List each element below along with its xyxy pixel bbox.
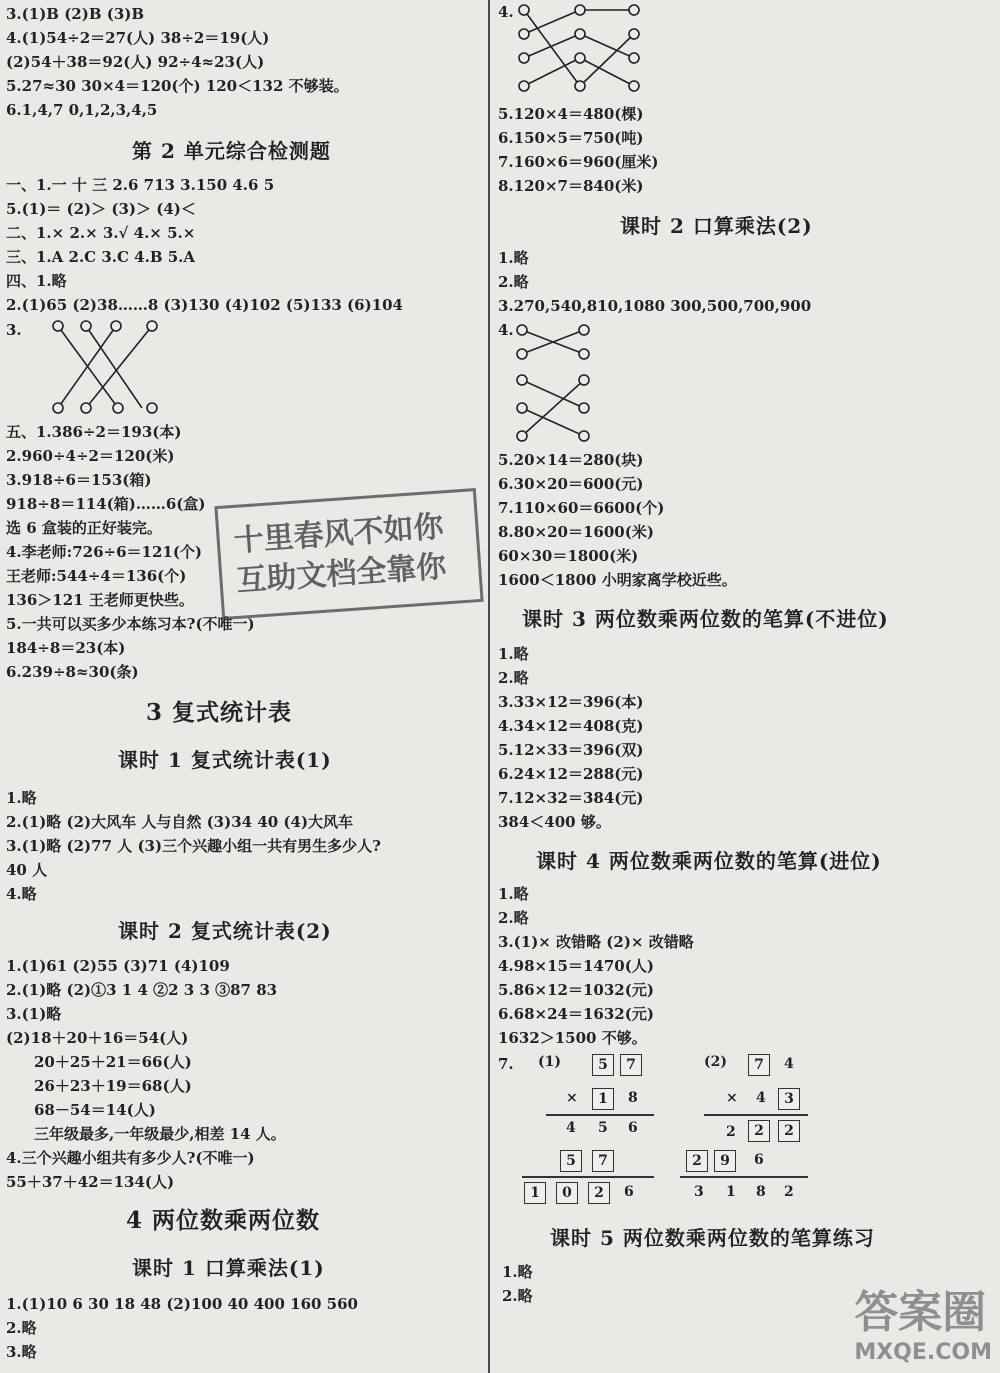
answer-line: (2)54＋38＝92(人) 92÷4≈23(人) [6, 53, 265, 71]
answer-line: 选 6 盒装的正好装完。 [6, 519, 162, 537]
digit: 6 [628, 1120, 638, 1136]
answer-line: 6.150×5＝750(吨) [498, 129, 644, 147]
digit-box: 2 [588, 1182, 610, 1204]
answer-line: 5.86×12＝1032(元) [498, 981, 654, 999]
site-watermark [854, 1276, 992, 1365]
answer-line: 1.(1)61 (2)55 (3)71 (4)109 [6, 957, 230, 975]
answer-line: 918÷8＝114(箱)……6(盒) [6, 495, 206, 513]
digit-box: 1 [524, 1182, 546, 1204]
lesson4-3-title: 课时 3 两位数乘两位数的笔算(不进位) [522, 607, 889, 631]
answer-line: 2.略 [6, 1319, 37, 1337]
answer-line: 7. [498, 1055, 514, 1073]
answer-line: 136＞121 王老师更快些。 [6, 591, 194, 609]
digit-box: 7 [592, 1150, 614, 1172]
answer-line: 4.34×12＝408(克) [498, 717, 644, 735]
answer-line: 7.12×32＝384(元) [498, 789, 644, 807]
stamp-line: 十里春风不如你 [232, 509, 445, 559]
digit-box: 7 [748, 1054, 770, 1076]
answer-line: 4. [498, 321, 514, 339]
answer-line: 2.略 [498, 669, 529, 687]
answer-line: 4.三个兴趣小组共有多少人?(不唯一) [6, 1149, 255, 1167]
answer-line: 1.略 [502, 1263, 533, 1281]
answer-line: 5.27≈30 30×4＝120(个) 120＜132 不够装。 [6, 77, 349, 95]
chapter4-title: 4 两位数乘两位数 [126, 1207, 321, 1234]
chapter3-title: 3 复式统计表 [146, 699, 293, 726]
answer-line: 2.略 [498, 909, 529, 927]
answer-line: 1.略 [6, 789, 37, 807]
answer-line: 3.(1)略 (2)77 人 (3)三个兴趣小组一共有男生多少人? [6, 837, 381, 855]
digit-box: 2 [778, 1120, 800, 1142]
lesson4-1-title: 课时 1 口算乘法(1) [132, 1256, 325, 1280]
answer-line: 7.160×6＝960(厘米) [498, 153, 659, 171]
answer-line: 3.918÷6＝153(箱) [6, 471, 152, 489]
matching-diagram [46, 318, 166, 418]
answer-line: 2.(1)65 (2)38……8 (3)130 (4)102 (5)133 (6)104 [6, 296, 403, 314]
answer-line: 6.30×20＝600(元) [498, 475, 644, 493]
answer-line: 4.(1)54÷2＝27(人) 38÷2＝19(人) [6, 29, 270, 47]
answer-line: 3.(1)B (2)B (3)B [6, 5, 145, 23]
answer-line: 1600＜1800 小明家离学校近些。 [498, 571, 737, 589]
answer-line: 7.110×60＝6600(个) [498, 499, 665, 517]
answer-line: 184÷8＝23(本) [6, 639, 126, 657]
calc-rule [704, 1114, 808, 1116]
digit: 2 [726, 1124, 736, 1140]
answer-line: 2.略 [502, 1287, 533, 1305]
answer-line: 8.120×7＝840(米) [498, 177, 644, 195]
answer-line: 3.(1)略 [6, 1005, 62, 1023]
digit-box: 5 [592, 1054, 614, 1076]
lesson4-4-title: 课时 4 两位数乘两位数的笔算(进位) [536, 849, 882, 873]
answer-line: 6.68×24＝1632(元) [498, 1005, 654, 1023]
answer-line: 3.33×12＝396(本) [498, 693, 644, 711]
answer-line: 5.(1)＝ (2)＞ (3)＞ (4)＜ [6, 200, 196, 218]
digit-box: 1 [592, 1088, 614, 1110]
digit: 4 [566, 1120, 576, 1136]
digit-box: 2 [686, 1150, 708, 1172]
answer-line: 3.270,540,810,1080 300,500,700,900 [498, 297, 812, 315]
digit: 8 [628, 1090, 638, 1106]
unit2-title: 第 2 单元综合检测题 [132, 139, 331, 163]
answer-line: 4.李老师:726÷6＝121(个) [6, 543, 203, 561]
times-sign: × [726, 1090, 738, 1106]
answer-line: (2)18＋20＋16＝54(人) [6, 1029, 189, 1047]
answer-line: 2.略 [498, 273, 529, 291]
digit: 6 [754, 1152, 764, 1168]
digit-box: 9 [714, 1150, 736, 1172]
answer-line: 2.(1)略 (2)①3 1 4 ②2 3 3 ③87 83 [6, 981, 278, 999]
watermark-url: MXQE.COM [854, 1340, 992, 1365]
calc-rule [522, 1176, 654, 1178]
calc-rule [680, 1176, 808, 1178]
column-divider [488, 0, 490, 1373]
answer-line: 6.24×12＝288(元) [498, 765, 644, 783]
answer-line: 四、1.略 [6, 272, 67, 290]
answer-line: 三、1.A 2.C 3.C 4.B 5.A [6, 248, 196, 266]
answer-line: 3.(1)× 改错略 (2)× 改错略 [498, 933, 694, 951]
lesson4-5-title: 课时 5 两位数乘两位数的笔算练习 [550, 1226, 875, 1250]
answer-line: 1632＞1500 不够。 [498, 1029, 647, 1047]
calc-label: (2) [704, 1054, 727, 1070]
lesson3-2-title: 课时 2 复式统计表(2) [118, 919, 332, 943]
watermark-logo: 答案圈 [854, 1287, 987, 1338]
digit: 2 [784, 1184, 794, 1200]
answer-line: 20＋25＋21＝66(人) [34, 1053, 192, 1071]
vertical-multiplication-2 [692, 1054, 864, 1214]
answer-line: 1.略 [498, 885, 529, 903]
answer-line: 5.12×33＝396(双) [498, 741, 644, 759]
answer-line: 55＋37＋42＝134(人) [6, 1173, 175, 1191]
digit: 3 [694, 1184, 704, 1200]
answer-line: 3.略 [6, 1343, 37, 1361]
answer-line: 4. [498, 3, 514, 21]
digit: 1 [726, 1184, 736, 1200]
answer-line: 5.20×14＝280(块) [498, 451, 644, 469]
digit-box: 2 [748, 1120, 770, 1142]
lesson3-1-title: 课时 1 复式统计表(1) [118, 748, 332, 772]
digit: 4 [784, 1056, 794, 1072]
answer-line: 4.略 [6, 885, 37, 903]
answer-line: 68－54＝14(人) [34, 1101, 156, 1119]
digit: 6 [624, 1184, 634, 1200]
answer-line: 4.98×15＝1470(人) [498, 957, 654, 975]
answer-line: 王老师:544÷4＝136(个) [6, 567, 187, 585]
digit: 5 [598, 1120, 608, 1136]
digit-box: 3 [778, 1088, 800, 1110]
answer-line: 5.一共可以买多少本练习本?(不唯一) [6, 615, 255, 633]
answer-line: 2.(1)略 (2)大风车 人与自然 (3)34 40 (4)大风车 [6, 813, 354, 831]
digit: 4 [756, 1090, 766, 1106]
digit-box: 5 [560, 1150, 582, 1172]
vertical-multiplication-1 [530, 1054, 698, 1214]
answer-line: 6.1,4,7 0,1,2,3,4,5 [6, 101, 158, 119]
calc-rule [546, 1114, 654, 1116]
stamp-line: 互助文档全靠你 [235, 549, 448, 599]
digit-box: 7 [620, 1054, 642, 1076]
answer-line: 三年级最多,一年级最少,相差 14 人。 [34, 1125, 286, 1143]
answer-line: 60×30＝1800(米) [498, 547, 639, 565]
calc-label: (1) [538, 1054, 561, 1070]
matching-diagram [514, 322, 604, 452]
answer-line: 26＋23＋19＝68(人) [34, 1077, 192, 1095]
lesson4-2-title: 课时 2 口算乘法(2) [620, 214, 813, 238]
watermark-stamp [214, 488, 483, 620]
times-sign: × [566, 1090, 578, 1106]
answer-line: 1.略 [498, 645, 529, 663]
answer-line: 1.(1)10 6 30 18 48 (2)100 40 400 160 560 [6, 1295, 358, 1313]
answer-line: 二、1.× 2.× 3.√ 4.× 5.× [6, 224, 196, 242]
digit: 8 [756, 1184, 766, 1200]
digit-box: 0 [556, 1182, 578, 1204]
answer-line: 1.略 [498, 249, 529, 267]
answer-line: 五、1.386÷2＝193(本) [6, 423, 182, 441]
answer-line: 3. [6, 321, 22, 339]
answer-line: 6.239÷8≈30(条) [6, 663, 139, 681]
answer-line: 40 人 [6, 861, 48, 879]
answer-line: 8.80×20＝1600(米) [498, 523, 654, 541]
answer-line: 2.960÷4÷2＝120(米) [6, 447, 175, 465]
answer-line: 一、1.一 十 三 2.6 713 3.150 4.6 5 [6, 176, 275, 194]
matching-diagram [514, 0, 644, 100]
answer-line: 5.120×4＝480(棵) [498, 105, 644, 123]
answer-line: 384＜400 够。 [498, 813, 611, 831]
